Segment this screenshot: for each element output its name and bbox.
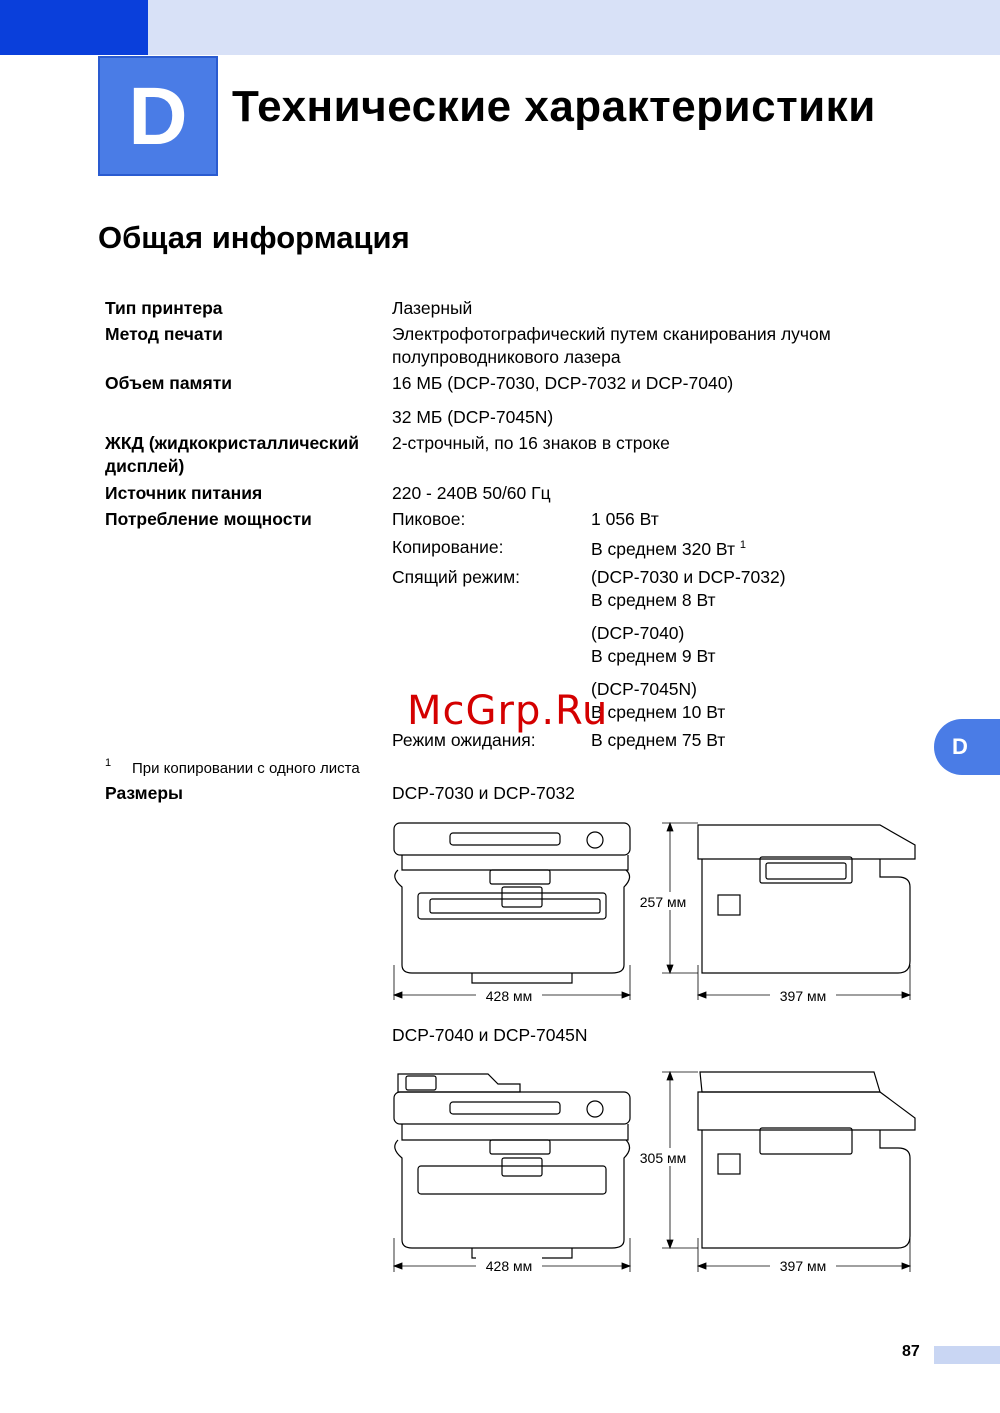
copy-value: В среднем 320 Вт	[591, 539, 736, 559]
print-method-value-2: полупроводникового лазера	[392, 347, 621, 367]
dimension-figure-a	[380, 815, 925, 1010]
page-number: 87	[902, 1343, 920, 1360]
power-consumption-label: Потребление мощности	[105, 509, 312, 529]
memory-value-2: 32 МБ (DCP-7045N)	[392, 407, 554, 427]
model-a-height: 257 мм	[639, 894, 687, 910]
power-source-value: 220 - 240В 50/60 Гц	[392, 483, 551, 503]
chapter-title: Технические характеристики	[232, 82, 876, 131]
chapter-letter-box: D	[98, 56, 218, 176]
sleep-c-model: (DCP-7045N)	[591, 679, 697, 699]
dimensions-label: Размеры	[105, 783, 183, 803]
power-source-label: Источник питания	[105, 483, 263, 503]
standby-value: В среднем 75 Вт	[591, 730, 726, 750]
printer-type-value: Лазерный	[392, 298, 473, 318]
model-a-caption: DCP-7030 и DCP-7032	[392, 783, 575, 803]
print-method-label: Метод печати	[105, 324, 223, 344]
page-number-bar	[934, 1346, 1000, 1364]
copy-label: Копирование:	[392, 537, 504, 557]
lcd-label-1: ЖКД (жидкокристаллический	[105, 433, 360, 453]
model-b-height: 305 мм	[639, 1150, 687, 1166]
print-method-value-1: Электрофотографический путем сканирования лучом	[392, 324, 831, 344]
peak-value: 1 056 Вт	[591, 509, 659, 529]
copy-value-row	[591, 538, 746, 561]
standby-label: Режим ожидания:	[392, 730, 536, 750]
dimension-figure-b	[380, 1062, 925, 1277]
watermark: McGrp.Ru	[407, 688, 609, 734]
sleep-b-value: В среднем 9 Вт	[591, 646, 716, 666]
header-band-light	[148, 0, 1000, 55]
sleep-a-model: (DCP-7030 и DCP-7032)	[591, 567, 786, 587]
printer-type-label: Тип принтера	[105, 298, 223, 318]
peak-label: Пиковое:	[392, 509, 466, 529]
footnote-text: При копировании с одного листа	[132, 760, 360, 777]
model-b-caption: DCP-7040 и DCP-7045N	[392, 1025, 588, 1045]
lcd-value: 2-строчный, по 16 знаков в строке	[392, 433, 670, 453]
section-title: Общая информация	[98, 220, 410, 255]
sleep-label: Спящий режим:	[392, 567, 521, 587]
sleep-a-value: В среднем 8 Вт	[591, 590, 716, 610]
sleep-c-value: В среднем 10 Вт	[591, 702, 726, 722]
model-a-depth: 397 мм	[779, 988, 827, 1004]
memory-value-1: 16 МБ (DCP-7030, DCP-7032 и DCP-7040)	[392, 373, 734, 393]
chapter-side-tab[interactable]: D	[934, 719, 1000, 775]
memory-label: Объем памяти	[105, 373, 233, 393]
header-band-dark	[0, 0, 148, 55]
model-b-depth: 397 мм	[779, 1258, 827, 1274]
copy-footnote-mark: 1	[739, 539, 747, 551]
model-b-width: 428 мм	[485, 1258, 533, 1274]
footnote-number: 1	[105, 757, 112, 769]
sleep-b-model: (DCP-7040)	[591, 623, 685, 643]
lcd-label-2: дисплей)	[105, 456, 185, 476]
model-a-width: 428 мм	[485, 988, 533, 1004]
